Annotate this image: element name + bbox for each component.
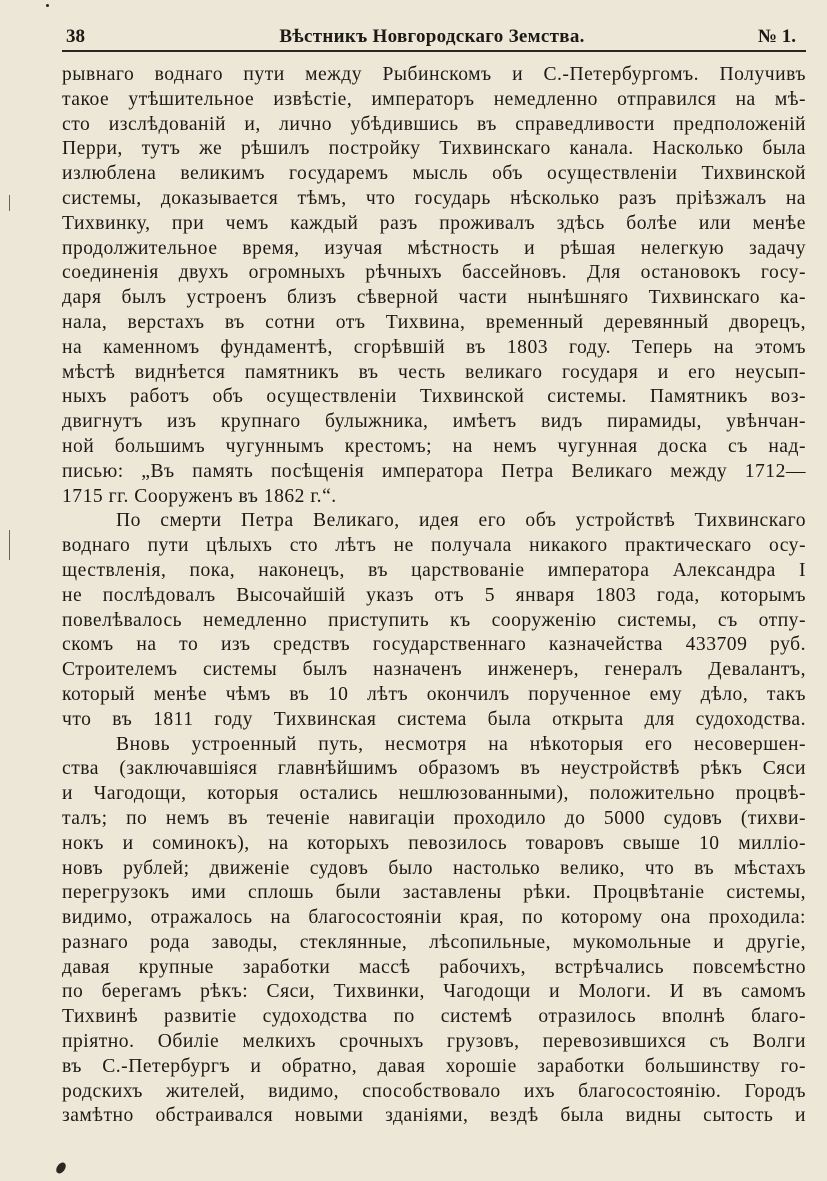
text-line: воднаго пути цѣлыхъ сто лѣтъ не получала никакого практическаго осу- (62, 535, 806, 557)
text-line: разнаго рода заводы, стеклянные, лѣсопильные, мукомольные и другіе, (62, 931, 806, 953)
text-line: нала, верстахъ въ сотни отъ Тихвина, временный деревянный дворецъ, (62, 311, 806, 333)
text-line: мѣстѣ виднѣется памятникъ въ честь великаго государя и его неусып- (62, 361, 806, 383)
text-line: видимо, отражалось на благосостояніи края, по которому она проходила: (62, 907, 806, 929)
paragraph-end-line: 1715 гг. Сооруженъ въ 1862 г.“. (62, 485, 337, 507)
text-line: нокъ и соминокъ), на которыхъ певозилось товаровъ свыше 10 милліо- (62, 832, 806, 854)
text-line: который менѣе чѣмъ въ 10 лѣтъ окончилъ порученное ему дѣло, такъ (62, 683, 806, 705)
margin-mark (9, 195, 10, 211)
text-line: пріятно. Обиліе мелкихъ срочныхъ грузовъ, перевозившихся съ Волги (62, 1031, 806, 1053)
ink-blot (54, 1161, 67, 1175)
text-line: на каменномъ фундаментѣ, сгорѣвшій въ 1803 году. Теперь на этомъ (62, 336, 806, 358)
paragraph-first-line: По смерти Петра Великаго, идея его объ устройствѣ Тихвинскаго (116, 510, 806, 532)
text-line: талъ; по немъ въ теченіе навигаціи проходило до 5000 судовъ (тихви- (62, 807, 806, 829)
text-line: Тихвинку, при чемъ каждый разъ проживалъ здѣсь болѣе или менѣе (62, 212, 806, 234)
text-line: рывнаго воднаго пути между Рыбинскомъ и С.-Петербургомъ. Получивъ (62, 64, 806, 85)
text-line: замѣтно обстраивался новыми зданіями, вездѣ была видны сытость и (62, 1105, 806, 1127)
text-line: ныхъ работъ объ осуществленіи Тихвинской системы. Памятникъ воз- (62, 386, 806, 408)
text-line: такое утѣшительное извѣстіе, императоръ немедленно отправился на мѣ- (62, 88, 806, 110)
margin-mark (9, 530, 10, 560)
text-line: повелѣвалось немедленно приступить къ сооруженію системы, съ отпу- (62, 609, 806, 631)
ink-speck (46, 4, 49, 7)
text-line: новъ рублей; движеніе судовъ было настолько велико, что въ мѣстахъ (62, 857, 806, 879)
text-line: соединенія двухъ огромныхъ рѣчныхъ бассейновъ. Для остановокъ госу- (62, 262, 806, 284)
issue-number: № 1. (757, 26, 796, 47)
text-line: въ С.-Петербургъ и обратно, давая хорошіе заработки большинству го- (62, 1055, 806, 1077)
page-number: 38 (66, 26, 85, 47)
text-line: родскихъ жителей, видимо, способствовало ихъ благосостоянію. Городъ (62, 1080, 806, 1102)
running-header (62, 24, 802, 50)
text-line: Строителемъ системы былъ назначенъ инженеръ, генералъ Девалантъ, (62, 659, 806, 681)
text-line: ной большимъ чугуннымъ крестомъ; на немъ чугунная доска съ над- (62, 435, 806, 457)
text-line: писью: „Въ память посѣщенія императора Петра Великаго между 1712— (62, 460, 806, 482)
text-line: Перри, тутъ же рѣшилъ постройку Тихвинскаго канала. Насколько была (62, 138, 806, 160)
paragraph-end-line: что въ 1811 году Тихвинская система была открыта для судоходства. (62, 708, 806, 730)
text-line: ства (заключавшіяся главнѣйшимъ образомъ въ неустройствѣ рѣкъ Сяси (62, 758, 806, 780)
text-line: и Чагодощи, которыя остались нешлюзованными), положительно процвѣ- (62, 783, 806, 805)
text-line: скомъ на то изъ средствъ государственнаго казначейства 433709 руб. (62, 634, 806, 656)
journal-title: Вѣстникъ Новгородскаго Земства. (279, 26, 585, 47)
text-line: Тихвинѣ развитіе судоходства по системѣ отразилось вполнѣ благо- (62, 1006, 806, 1028)
text-line: излюблена великимъ государемъ мысль объ осуществленіи Тихвинской (62, 163, 806, 185)
text-line: продолжительное время, изучая мѣстность и рѣшая нелегкую задачу (62, 237, 806, 259)
header-rule (62, 50, 806, 52)
text-line: давая крупные заработки массѣ рабочихъ, встрѣчались повсемѣстно (62, 956, 806, 978)
body-text (62, 63, 806, 1129)
text-line: даря былъ устроенъ близъ сѣверной части нынѣшняго Тихвинскаго ка- (62, 287, 806, 309)
text-line: системы, доказывается тѣмъ, что государь нѣсколько разъ пріѣзжалъ на (62, 187, 806, 209)
text-line: двигнутъ изъ крупнаго булыжника, имѣетъ видъ пирамиды, увѣнчан- (62, 411, 806, 433)
text-line: не послѣдовалъ Высочайшій указъ отъ 5 января 1803 года, которымъ (62, 584, 806, 606)
text-line: перегрузокъ ими сплошь были заставлены рѣки. Процвѣтаніе системы, (62, 882, 806, 904)
text-line: сто изслѣдованій и, лично убѣдившись въ справедливости предположеній (62, 113, 806, 135)
text-line: ществленія, пока, наконецъ, въ царствованіе императора Александра I (62, 559, 806, 581)
text-line: по берегамъ рѣкъ: Сяси, Тихвинки, Чагодощи и Мологи. И въ самомъ (62, 981, 806, 1003)
paragraph-first-line: Вновь устроенный путь, несмотря на нѣкоторыя его несовершен- (116, 733, 806, 755)
